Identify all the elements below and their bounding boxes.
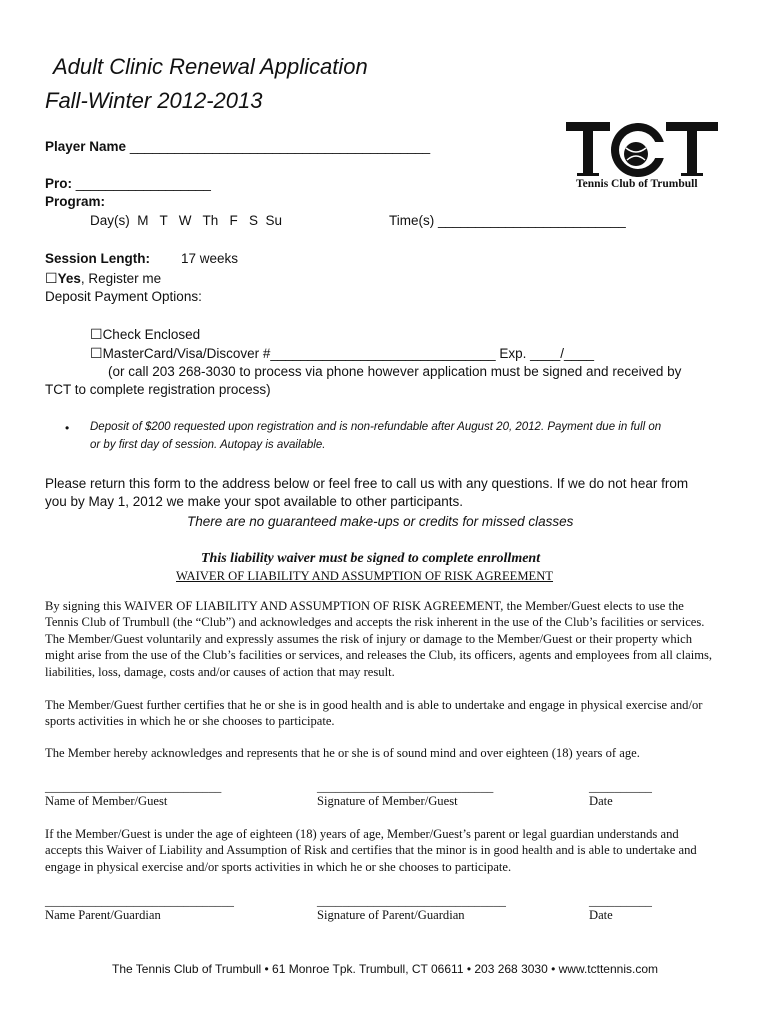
times-row xyxy=(389,213,626,228)
waiver-heading: WAIVER OF LIABILITY AND ASSUMPTION OF RISK AGREEMENT xyxy=(176,569,554,583)
logo-caption: Tennis Club of Trumbull xyxy=(576,178,698,190)
guardian-signature-line[interactable]: ______________________________ xyxy=(317,894,506,908)
tennis-ball-icon xyxy=(611,123,666,177)
guardian-name-label: Name Parent/Guardian xyxy=(45,908,161,922)
deposit-options-label: Deposit Payment Options: xyxy=(45,289,202,304)
member-date-line[interactable]: __________ xyxy=(589,780,652,794)
guardian-date-line[interactable]: __________ xyxy=(589,894,652,908)
member-signature-label: Signature of Member/Guest xyxy=(317,794,458,808)
phone-note-line2: TCT to complete registration process) xyxy=(45,382,271,397)
checkbox-card[interactable]: ☐ xyxy=(90,345,103,361)
check-enclosed-option[interactable] xyxy=(90,326,200,343)
waiver-must-sign: This liability waiver must be signed to complete enrollment xyxy=(201,551,541,566)
member-date-label: Date xyxy=(589,794,613,808)
exp-label: Exp. xyxy=(499,346,527,361)
check-enclosed-label: Check Enclosed xyxy=(102,327,201,342)
deposit-note-line1: Deposit of $200 requested upon registration and is non-refundable after August 20, 2012. Payment due in full on xyxy=(90,421,662,433)
member-signature-line[interactable]: ____________________________ xyxy=(317,780,494,794)
days-row[interactable]: Day(s) M T W Th F S Su xyxy=(90,213,283,228)
register-option[interactable] xyxy=(45,270,161,287)
guardian-date-label: Date xyxy=(589,908,613,922)
yes-label: Yes xyxy=(57,271,81,286)
deposit-note-line2: or by first day of session. Autopay is available. xyxy=(90,439,326,451)
waiver-paragraph-4: If the Member/Guest is under the age of eighteen (18) years of age, Member/Guest’s parent or legal guardian understands and accepts this Waiver of Liability and Assumption of Risk and certifies that the minor is in good health and is able to undertake and engage in physical exercise and/or sports activities in which he or she chooses to participate. xyxy=(45,827,697,874)
pro-label: Pro: xyxy=(45,176,72,191)
waiver-paragraph-3: The Member hereby acknowledges and represents that he or she is of sound mind and over eighteen (18) years of age. xyxy=(45,746,640,760)
session-length-label: Session Length: xyxy=(45,251,151,266)
checkbox-yes[interactable]: ☐ xyxy=(45,270,58,286)
times-label: Time(s) xyxy=(389,213,435,228)
makeups-note: There are no guaranteed make-ups or credits for missed classes xyxy=(187,514,574,529)
player-name-label: Player Name xyxy=(45,139,127,154)
pro-field[interactable]: __________________ xyxy=(75,176,211,191)
checkbox-check[interactable]: ☐ xyxy=(90,326,103,342)
pro-row xyxy=(45,176,211,191)
page-subtitle: Fall-Winter 2012-2013 xyxy=(45,88,263,113)
guardian-name-line[interactable]: ______________________________ xyxy=(45,894,234,908)
bullet-icon: • xyxy=(65,421,70,435)
player-name-row xyxy=(45,139,430,154)
member-name-line[interactable]: ____________________________ xyxy=(45,780,222,794)
waiver-paragraph-2: The Member/Guest further certifies that he or she is in good health and is able to undertake and engage in physical exercise and/or sports activities in which he or she chooses to participate. xyxy=(45,698,703,729)
program-label: Program: xyxy=(45,194,106,209)
waiver-paragraph-1: By signing this WAIVER OF LIABILITY AND ASSUMPTION OF RISK AGREEMENT, the Member/Guest elects to use the Tennis Club of Trumbull (the “Club”) and acknowledges and accepts the risk inherent in the use of the Club’s facilities or services. The Member/Guest voluntarily and expressly assumes the risk of injury or damage to the Member/Guest or their property which might arise from the use of the Club’s facilities or services, and releases the Club, its officers, agents and employees from all claims, liabilities, loss, damage, costs and/or causes of action that may result. xyxy=(45,599,713,679)
card-label: MasterCard/Visa/Discover # xyxy=(102,346,271,361)
guardian-signature-label: Signature of Parent/Guardian xyxy=(317,908,465,922)
exp-field[interactable]: ____/____ xyxy=(530,346,594,361)
return-note-line2: you by May 1, 2012 we make your spot available to other participants. xyxy=(45,494,463,509)
phone-note-line1: (or call 203 268-3030 to process via phone however application must be signed and received by xyxy=(108,364,682,379)
times-field[interactable]: _________________________ xyxy=(438,213,626,228)
session-length-value: 17 weeks xyxy=(181,251,239,266)
return-note-line1: Please return this form to the address below or feel free to call us with any questions. If we do not hear from xyxy=(45,476,689,491)
player-name-field[interactable]: ________________________________________ xyxy=(129,139,431,154)
card-number-field[interactable]: ______________________________ xyxy=(270,346,496,361)
footer-address: The Tennis Club of Trumbull • 61 Monroe Tpk. Trumbull, CT 06611 • 203 268 3030 • www.tcttennis.com xyxy=(112,962,658,976)
card-option[interactable] xyxy=(90,345,594,362)
member-name-label: Name of Member/Guest xyxy=(45,794,168,808)
tct-logo xyxy=(562,116,722,196)
yes-rest: , Register me xyxy=(80,271,162,286)
page-title: Adult Clinic Renewal Application xyxy=(53,54,368,79)
